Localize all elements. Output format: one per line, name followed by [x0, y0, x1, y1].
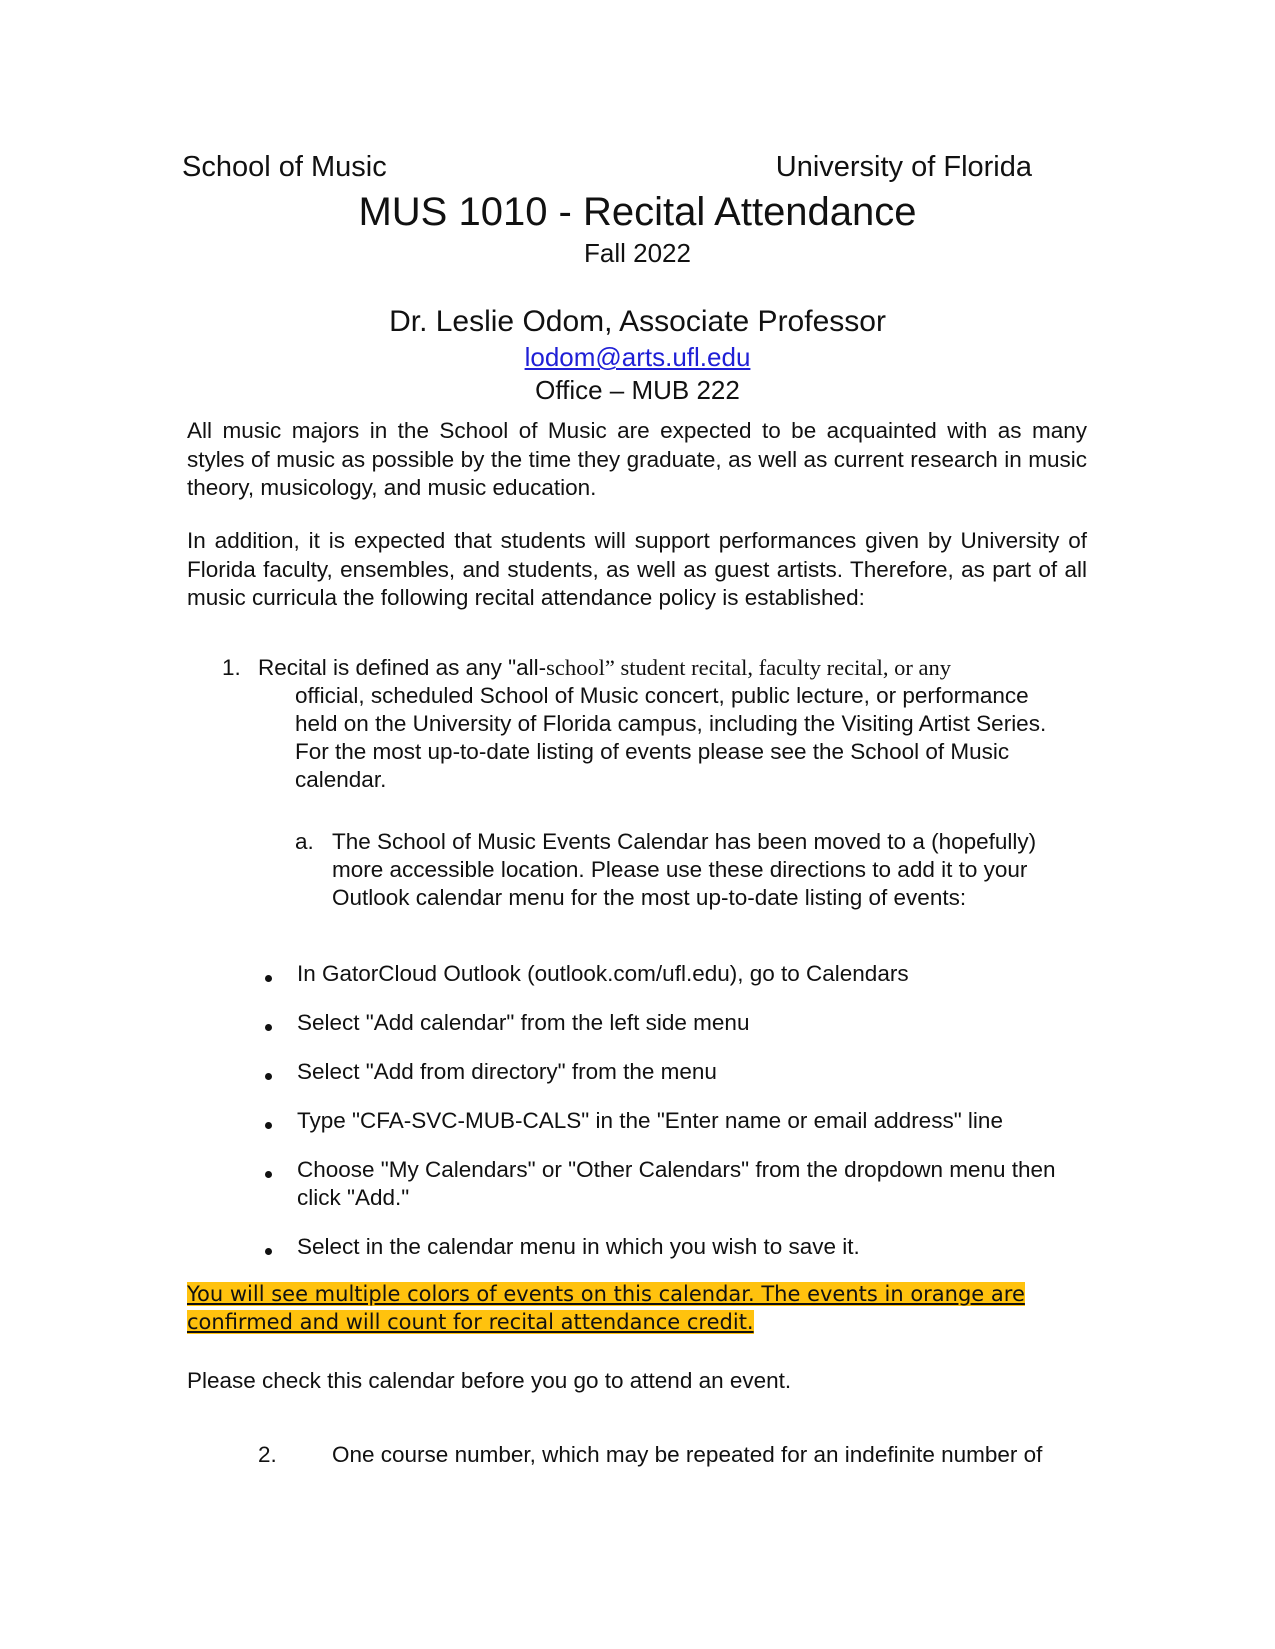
bullet-item: In GatorCloud Outlook (outlook.com/ufl.edu), go to Calendars	[297, 961, 909, 986]
item-1-first-line-sans: Recital is defined as any "all-	[258, 655, 547, 680]
item-1-first-line	[258, 655, 951, 681]
paragraph-line: All music majors in the School of Music are expected to be acquainted with as many	[187, 418, 1087, 443]
bullet-item: Choose "My Calendars" or "Other Calendars" from the dropdown menu then	[297, 1157, 1056, 1182]
subitem-a-letter: a.	[295, 829, 314, 854]
paragraph-line: music curricula the following recital attendance policy is established:	[187, 585, 865, 610]
item-1-line: held on the University of Florida campus, including the Visiting Artist Series.	[295, 711, 1047, 736]
highlight-note-text: confirmed and will count for recital attendance credit.	[187, 1310, 754, 1334]
bullet-item: Select in the calendar menu in which you wish to save it.	[297, 1234, 860, 1259]
item-2-text: One course number, which may be repeated for an indefinite number of	[332, 1442, 1043, 1467]
bullet-item: Select "Add calendar" from the left side menu	[297, 1010, 750, 1035]
item-1-first-line-serif: school” student recital, faculty recital, or any	[546, 655, 951, 680]
bullet-item-continuation: click "Add."	[297, 1185, 410, 1210]
bullet-icon	[265, 1073, 272, 1080]
paragraph-line: In addition, it is expected that students will support performances given by University of	[187, 528, 1087, 553]
paragraph-line: styles of music as possible by the time they graduate, as well as current research in music	[187, 446, 1087, 472]
highlight-note-text: You will see multiple colors of events on this calendar. The events in orange are	[187, 1282, 1025, 1306]
subitem-a-line: Outlook calendar menu for the most up-to-date listing of events:	[332, 885, 967, 910]
bullet-icon	[265, 1248, 272, 1255]
subitem-a-line: The School of Music Events Calendar has been moved to a (hopefully)	[332, 829, 1037, 854]
bullet-icon	[265, 1171, 272, 1178]
paragraph-line: theory, musicology, and music education.	[187, 475, 597, 500]
bullet-icon	[265, 1122, 272, 1129]
item-1-line: official, scheduled School of Music concert, public lecture, or performance	[295, 683, 1029, 708]
bullet-item: Type "CFA-SVC-MUB-CALS" in the "Enter name or email address" line	[297, 1108, 1003, 1133]
item-2-number: 2.	[258, 1442, 277, 1467]
course-title: MUS 1010 - Recital Attendance	[358, 190, 917, 234]
check-calendar-note: Please check this calendar before you go to attend an event.	[187, 1368, 792, 1393]
highlight-note-line	[187, 1280, 1025, 1309]
header-school: School of Music	[182, 151, 387, 183]
item-1-line: For the most up-to-date listing of events please see the School of Music	[295, 739, 1010, 764]
instructor-office: Office – MUB 222	[535, 375, 740, 405]
bullet-icon	[265, 1024, 272, 1031]
bullet-item: Select "Add from directory" from the menu	[297, 1059, 717, 1084]
bullet-icon	[265, 975, 272, 982]
intro-paragraph-1	[187, 417, 1087, 503]
course-term: Fall 2022	[584, 238, 691, 268]
header-university: University of Florida	[775, 151, 1032, 183]
item-1-number: 1.	[222, 655, 241, 680]
intro-paragraph-2	[187, 527, 1087, 613]
item-1-line: calendar.	[295, 767, 387, 792]
subitem-a-line: more accessible location. Please use these directions to add it to your	[332, 857, 1028, 882]
instructor-email-link[interactable]: lodom@arts.ufl.edu	[524, 342, 751, 372]
highlight-note-line	[187, 1308, 754, 1337]
instructor-name: Dr. Leslie Odom, Associate Professor	[389, 305, 886, 338]
paragraph-line: Florida faculty, ensembles, and students, as well as guest artists. Therefore, as part of all	[187, 556, 1087, 582]
